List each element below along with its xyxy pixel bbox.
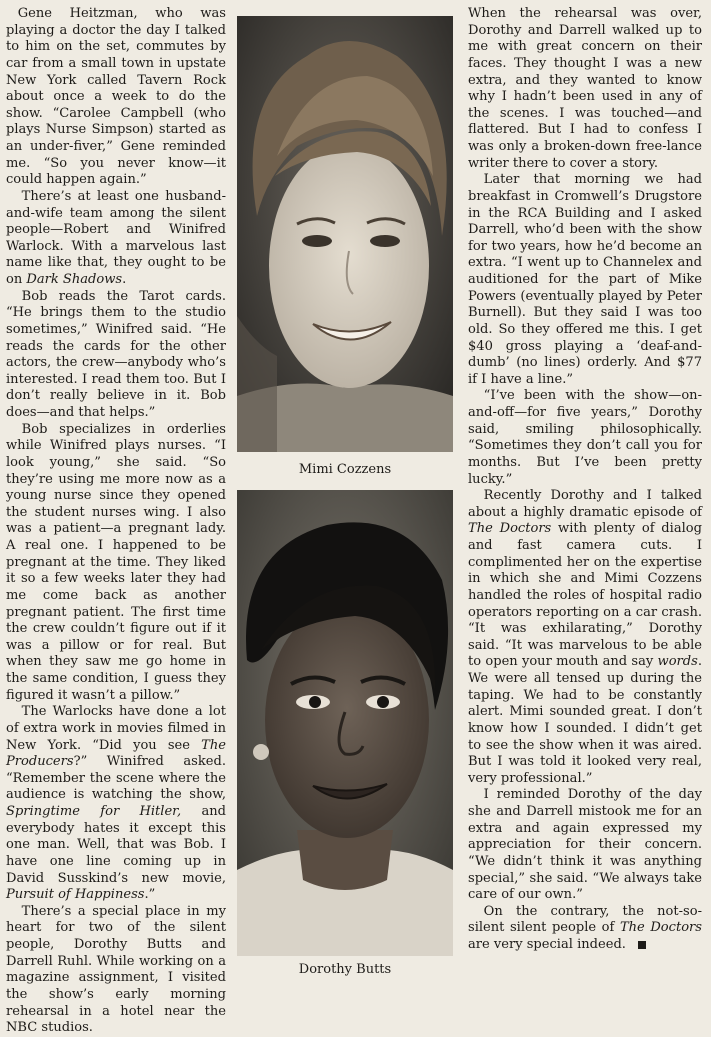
photo-caption: Dorothy Butts xyxy=(298,962,392,977)
paragraph: When the rehearsal was over, Dorothy and Darrell walked up to me with great concern on their faces. They thought I was a new extra, and they wanted to know why I hadn’t been used in any of the scenes. I was touched—and flattered. But I had to confess I was only a broken-down free-lance writer there to cover a story. xyxy=(468,6,702,171)
paragraph: On the contrary, the not-so-silent silent people of The Doctors are very special indeed. xyxy=(468,903,702,952)
article-column-right xyxy=(468,6,702,954)
photo-dorothy-butts xyxy=(237,490,453,956)
end-of-article-mark xyxy=(638,941,646,949)
paragraph: There’s a special place in my heart for two of the silent people, Dorothy Butts and Darrell Ruhl. While working on a magazine assignment, I visited the show’s early morning rehearsal in a hotel near the NBC studios. xyxy=(6,903,226,1036)
paragraph: Bob specializes in orderlies while Winifred plays nurses. “I look young,” she said. “So they’re using me more now as a young nurse since they opened the student nurses wing. I also was a patient—a pregnant lady. A real one. I happened to be pregnant at the time. They liked it so a few weeks later they had me come back as another pregnant patient. The first time the crew couldn’t figure out if it was a pillow or for real. But when they saw me go home in the same condition, I guess they figured it wasn’t a pillow.” xyxy=(6,421,226,703)
portrait-image xyxy=(237,490,453,956)
paragraph: The Warlocks have done a lot of extra work in movies filmed in New York. “Did you see The Producers?” Winifred asked. “Remember the scene where the audience is watching the show, Springtime for Hitler, and everybody hates it except this one man. Well, that was Bob. I have one line coming up in David Susskind’s new movie, Pursuit of Happiness.” xyxy=(6,704,226,903)
photo-mimi-cozzens xyxy=(237,16,453,452)
paragraph: I reminded Dorothy of the day she and Darrell mistook me for an extra and again expressed my appreciation for their concern. “We didn’t think it was anything special,” she said. “We always take care of our own.” xyxy=(468,787,702,903)
paragraph: Bob reads the Tarot cards. “He brings them to the studio sometimes,” Winifred said. “He reads the cards for the other actors, the crew—anybody who’s interested. I read them too. But I don’t really believe in it. Bob does—and that helps.” xyxy=(6,288,226,420)
portrait-image xyxy=(237,16,453,452)
paragraph: Gene Heitzman, who was playing a doctor the day I talked to him on the set, commutes by car from a small town in upstate New York called Tavern Rock about once a week to do the show. “Carolee Campbell (who plays Nurse Simpson) started as an under-fiver,” Gene reminded me. “So you never know—it could happen again.” xyxy=(6,6,226,188)
paragraph: There’s at least one husband-and-wife team among the silent people—Robert and Winifred Warlock. With a marvelous last name like that, they ought to be on Dark Shadows. xyxy=(6,188,226,287)
photo-caption: Mimi Cozzens xyxy=(298,462,392,477)
paragraph: Recently Dorothy and I talked about a highly dramatic episode of The Doctors with plenty of dialog and fast camera cuts. I complimented her on the expertise in which she and Mimi Cozzens handled the roles of hospital radio operators reporting on a car crash. “It was exhilarating,” Dorothy said. “It was marvelous to be able to open your mouth and say words. We were all tensed up during the taping. We had to be constantly alert. Mimi sounded great. I don’t know how I sounded. I didn’t get to see the show when it was aired. But I was told it looked very real, very professional.” xyxy=(468,488,702,786)
paragraph: “I’ve been with the show—on-and-off—for five years,” Dorothy said, smiling philosophically. “Sometimes they don’t call you for months. But I’ve been pretty lucky.” xyxy=(468,388,702,487)
paragraph: Later that morning we had breakfast in Cromwell’s Drugstore in the RCA Building and I asked Darrell, who’d been with the show for two years, how he’d become an extra. “I went up to Channelex and auditioned for the part of Mike Powers (eventually played by Peter Burnell). But they said I was too old. So they offered me this. I get $40 gross playing a ‘deaf-and-dumb’ (no lines) orderly. And $77 if I have a line.” xyxy=(468,172,702,387)
article-column-left xyxy=(6,6,226,1037)
